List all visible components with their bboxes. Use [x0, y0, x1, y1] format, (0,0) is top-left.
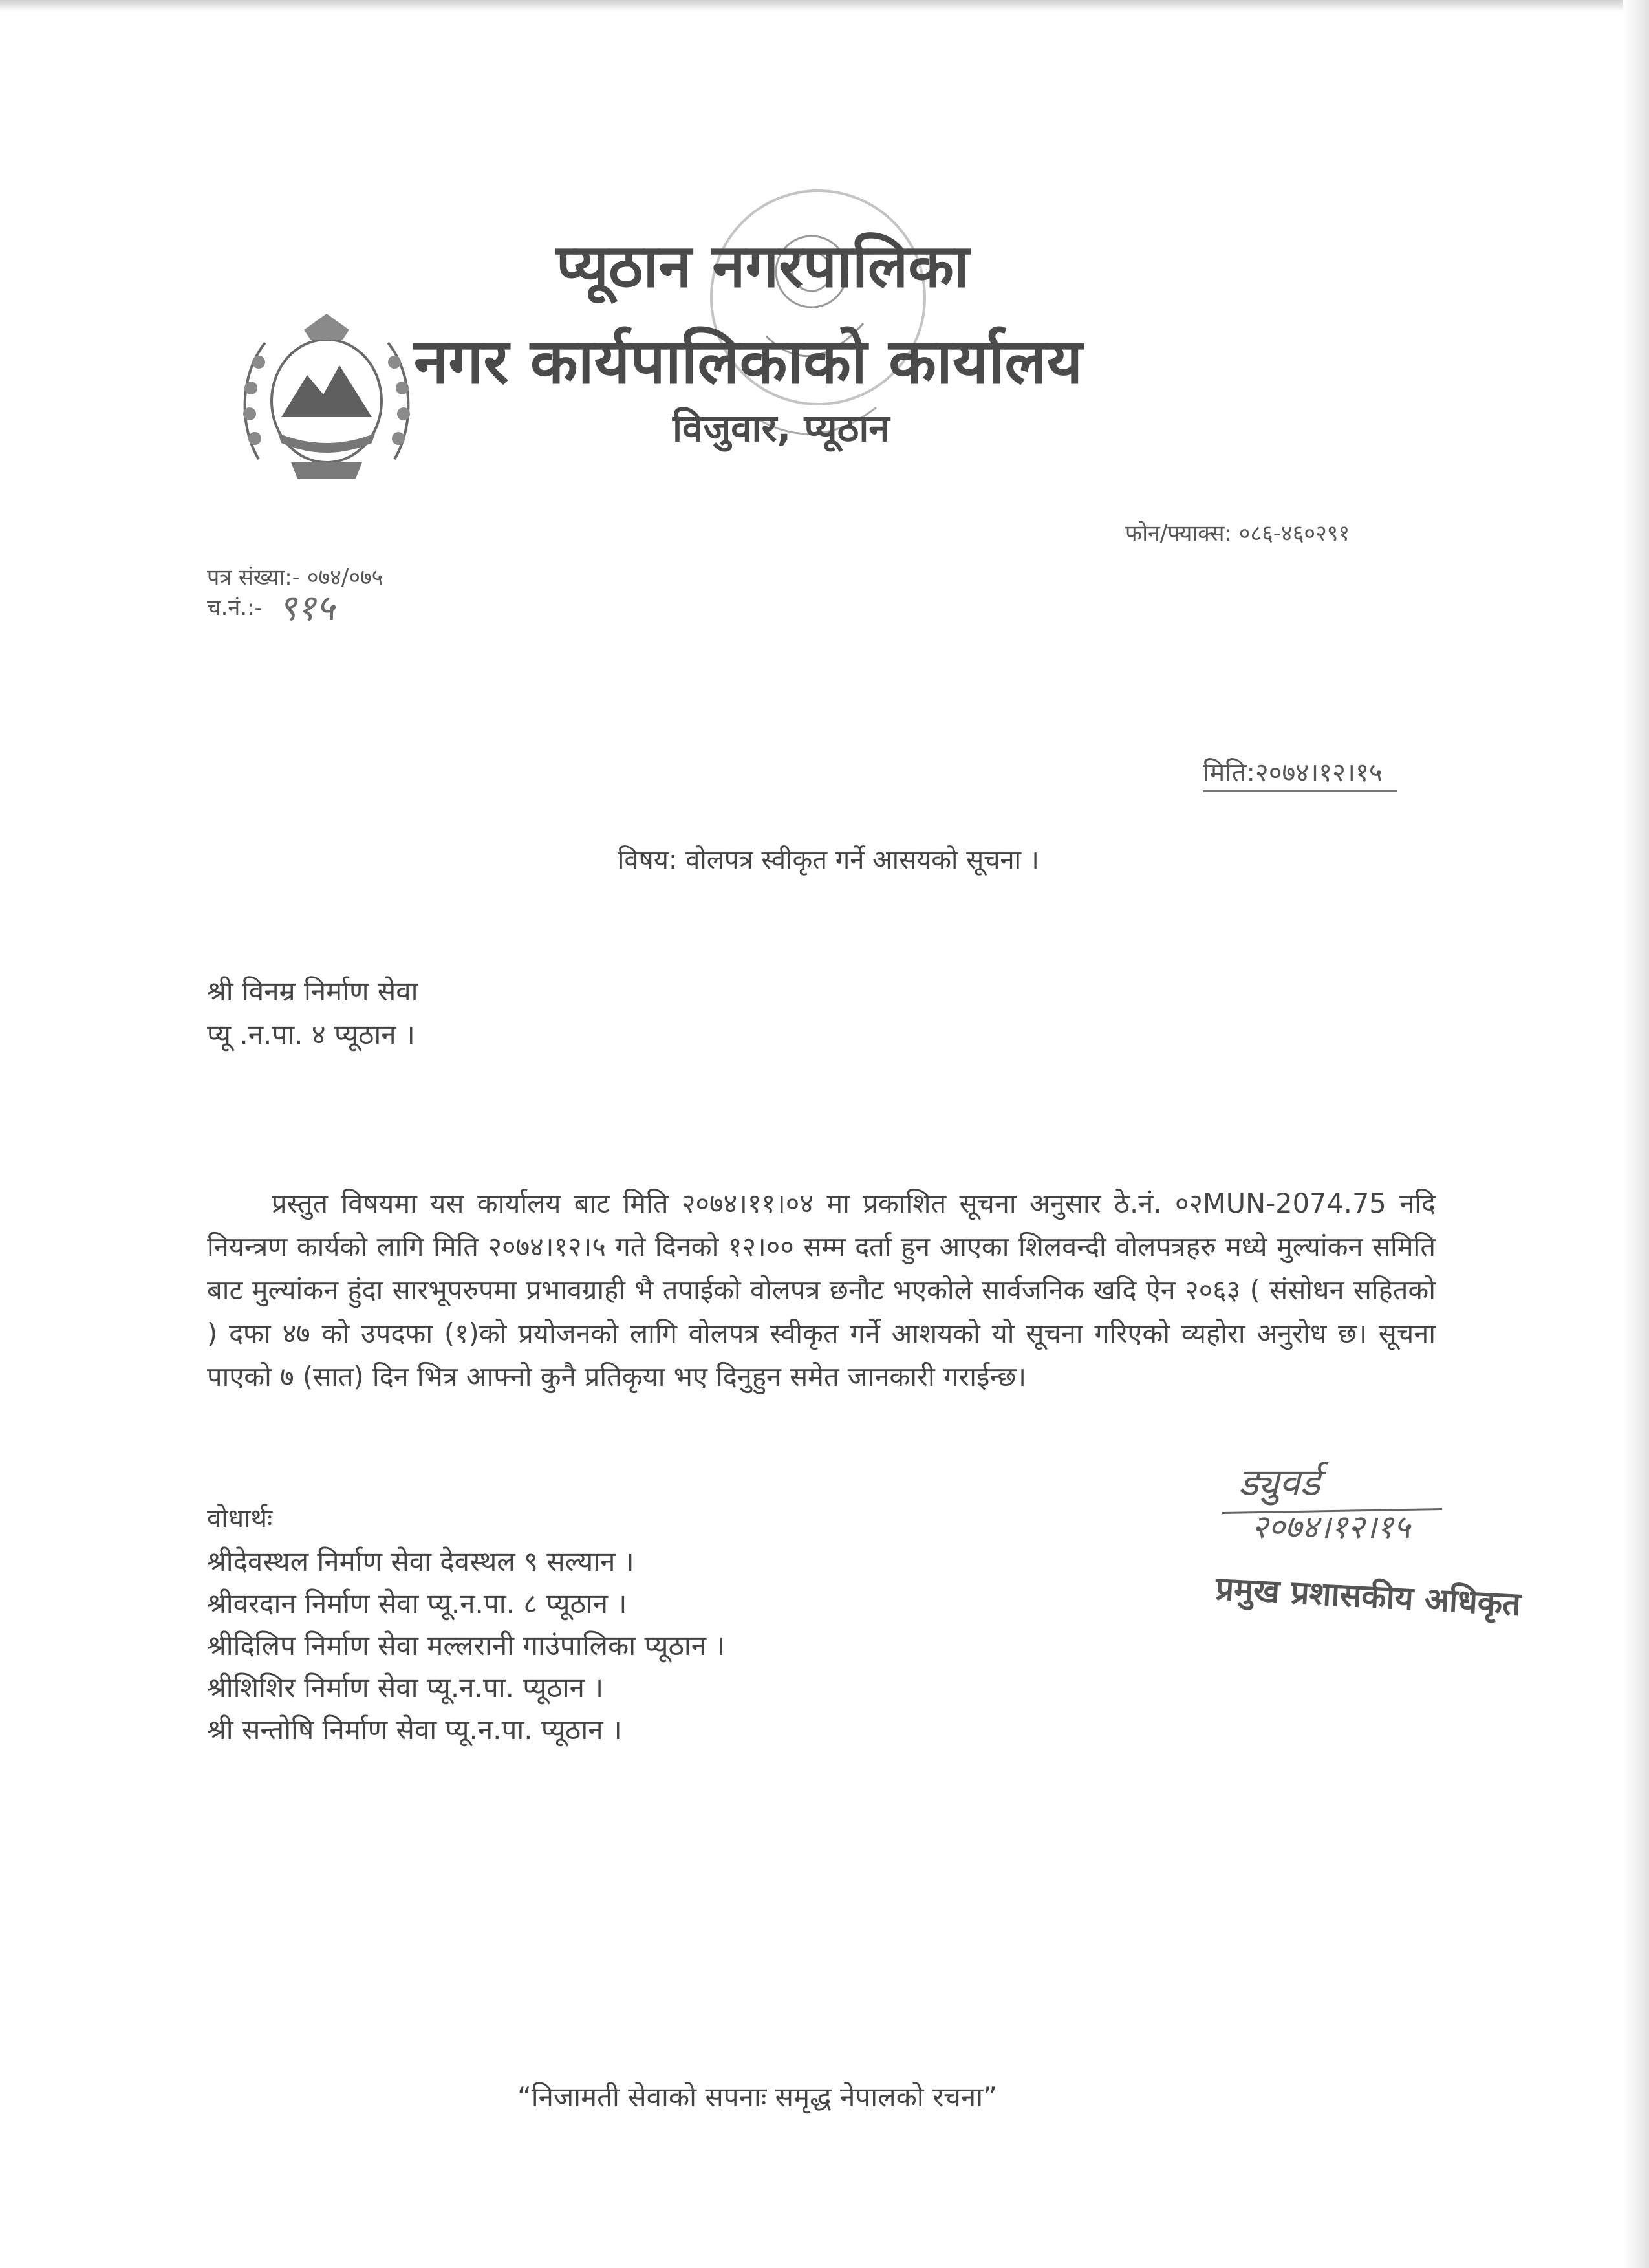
signatory-title-stamp: प्रमुख प्रशासकीय अधिकृत	[1214, 1570, 1522, 1623]
letter-subject: विषय: वोलपत्र स्वीकृत गर्ने आसयको सूचना ।	[618, 845, 1039, 875]
letter-number: पत्र संख्या:- ०७४/०७५	[207, 565, 383, 590]
cc-heading: वोधार्थः	[207, 1504, 273, 1533]
office-address: विजुवार, प्यूठान	[673, 406, 890, 450]
cc-item: श्रीदिलिप निर्माण सेवा मल्लरानी गाउंपालिका प्यूठान ।	[207, 1630, 726, 1661]
office-name: प्यूठान नगरपालिका	[556, 232, 969, 301]
signature-date-handwritten: २०७४।१२।१५	[1251, 1508, 1410, 1546]
footer-slogan: “निजामती सेवाको सपनाः समृद्ध नेपालको रचना”	[517, 2081, 997, 2113]
cc-item: श्रीदेवस्थल निर्माण सेवा देवस्थल ९ सल्यान ।	[207, 1546, 634, 1577]
cc-item: श्री सन्तोषि निर्माण सेवा प्यू.न.पा. प्यूठान ।	[207, 1714, 622, 1745]
letter-body: प्रस्तुत विषयमा यस कार्यालय बाट मिति २०७४।११।०४ मा प्रकाशित सूचना अनुसार ठे.नं. ०२MUN-2074.75 नदि नियन्त्रण कार्यको लागि मिति २०७४।१२।५ गते दिनको १२।०० सम्म दर्ता हुन आएका शिलवन्दी वोलपत्रहरु मध्ये मुल्यांकन समिति बाट मुल्यांकन हुंदा सारभूपरुपमा प्रभावग्राही भै तपाईको वोलपत्र छनौट भएकोले सार्वजनिक खदि ऐन २०६३ ( संसोधन सहितको ) दफा ४७ को उपदफा (१)को प्रयोजनको लागि वोलपत्र स्वीकृत गर्ने आशयको यो सूचना गरिएको व्यहोरा अनुरोध छ। सूचना पाएको ७ (सात) दिन भित्र आफ्नो कुनै प्रतिकृया भए दिनुहुन समेत जानकारी गराईन्छ।	[207, 1187, 1436, 1392]
office-subtitle: नगर कार्यपालिकाको कार्यालय	[414, 325, 1083, 398]
date-underline	[1203, 790, 1397, 792]
signature-handwritten: ड्युवर्ड	[1238, 1460, 1320, 1504]
phone-fax: फोन/फ्याक्स: ०८६-४६०२९१	[1125, 521, 1350, 546]
dispatch-number-handwritten: ९१५	[278, 587, 335, 629]
recipient-name: श्री विनम्र निर्माण सेवा	[207, 975, 418, 1007]
recipient-address: प्यू .न.पा. ४ प्यूठान ।	[207, 1019, 415, 1050]
letter-date: मिति:२०७४।१२।१५	[1203, 758, 1383, 788]
cc-item: श्रीशिशिर निर्माण सेवा प्यू.न.पा. प्यूठान ।	[207, 1672, 604, 1703]
cc-item: श्रीवरदान निर्माण सेवा प्यू.न.पा. ८ प्यूठान ।	[207, 1588, 627, 1619]
dispatch-label: च.नं.:-	[207, 595, 263, 621]
nepal-emblem-icon	[233, 304, 420, 491]
page-shadow-right	[1623, 0, 1649, 2268]
page-shadow-top	[0, 0, 1649, 12]
